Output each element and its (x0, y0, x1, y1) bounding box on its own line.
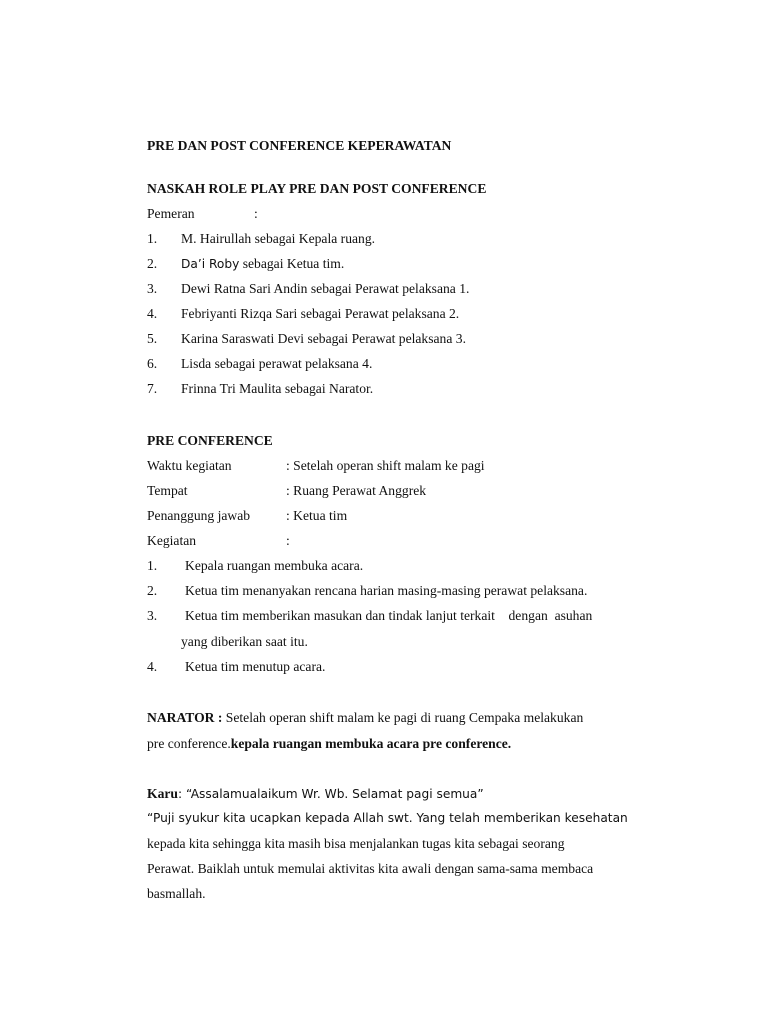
narrator-label: NARATOR : (147, 710, 223, 725)
cast-item: Lisda sebagai perawat pelaksana 4. (181, 356, 373, 371)
list-number: 6. (147, 356, 158, 371)
activity-item: Ketua tim menanyakan rencana harian masing-masing perawat pelaksana. (185, 583, 588, 598)
pre-conference-heading: PRE CONFERENCE (147, 433, 273, 448)
list-number: 3. (147, 608, 158, 623)
cast-item (181, 256, 344, 272)
karu-speech-line: basmallah. (147, 886, 206, 901)
section-title: NASKAH ROLE PLAY PRE DAN POST CONFERENCE (147, 181, 487, 196)
cast-item: Frinna Tri Maulita sebagai Narator. (181, 381, 374, 396)
cast-item-name: Da’i Roby (181, 257, 240, 271)
karu-speech-line: kepada kita sehingga kita masih bisa menjalankan tugas kita sebagai seorang (147, 836, 565, 851)
cast-item: Febriyanti Rizqa Sari sebagai Perawat pelaksana 2. (181, 306, 460, 321)
list-number: 1. (147, 558, 158, 573)
list-number: 2. (147, 583, 158, 598)
cast-item: Dewi Ratna Sari Andin sebagai Perawat pelaksana 1. (181, 281, 470, 296)
field-label: Waktu kegiatan (147, 458, 232, 473)
field-label: Kegiatan (147, 533, 197, 548)
narrator-paragraph-line2 (147, 736, 511, 752)
cast-item: M. Hairullah sebagai Kepala ruang. (181, 231, 376, 246)
list-number: 1. (147, 231, 158, 246)
field-value: : (286, 533, 290, 548)
speaker-label: Karu (147, 786, 178, 801)
activity-item: Ketua tim menutup acara. (185, 659, 326, 674)
field-label: Penanggung jawab (147, 508, 251, 523)
karu-greeting (147, 786, 484, 802)
list-number: 4. (147, 306, 158, 321)
cast-item-role: sebagai Ketua tim. (239, 256, 345, 271)
activity-item: Ketua tim memberikan masukan dan tindak lanjut terkait dengan asuhan (185, 608, 593, 623)
list-number: 3. (147, 281, 158, 296)
narrator-paragraph (147, 710, 583, 726)
karu-speech-line: Perawat. Baiklah untuk memulai aktivitas kita awali dengan sama-sama membaca (147, 861, 594, 876)
list-number: 2. (147, 256, 158, 271)
field-value: : Ketua tim (286, 508, 348, 523)
narrator-text: pre conference. (147, 736, 231, 751)
list-number: 4. (147, 659, 158, 674)
narrator-text: Setelah operan shift malam ke pagi di ruang Cempaka melakukan (222, 710, 584, 725)
field-label: Tempat (147, 483, 188, 498)
narrator-emphasis: kepala ruangan membuka acara pre conference. (230, 736, 512, 751)
field-value: : Ruang Perawat Anggrek (286, 483, 427, 498)
cast-colon: : (254, 206, 258, 221)
cast-item: Karina Saraswati Devi sebagai Perawat pelaksana 3. (181, 331, 466, 346)
document-title: PRE DAN POST CONFERENCE KEPERAWATAN (147, 138, 452, 153)
list-number: 5. (147, 331, 158, 346)
list-number: 7. (147, 381, 158, 396)
activity-item: Kepala ruangan membuka acara. (185, 558, 364, 573)
cast-label: Pemeran (147, 206, 195, 221)
karu-speech-line: “Puji syukur kita ucapkan kepada Allah swt. Yang telah memberikan kesehatan (147, 811, 628, 825)
karu-greeting-text: : “Assalamualaikum Wr. Wb. Selamat pagi semua” (177, 787, 484, 801)
field-value: : Setelah operan shift malam ke pagi (286, 458, 485, 473)
activity-item-continued: yang diberikan saat itu. (181, 634, 308, 649)
